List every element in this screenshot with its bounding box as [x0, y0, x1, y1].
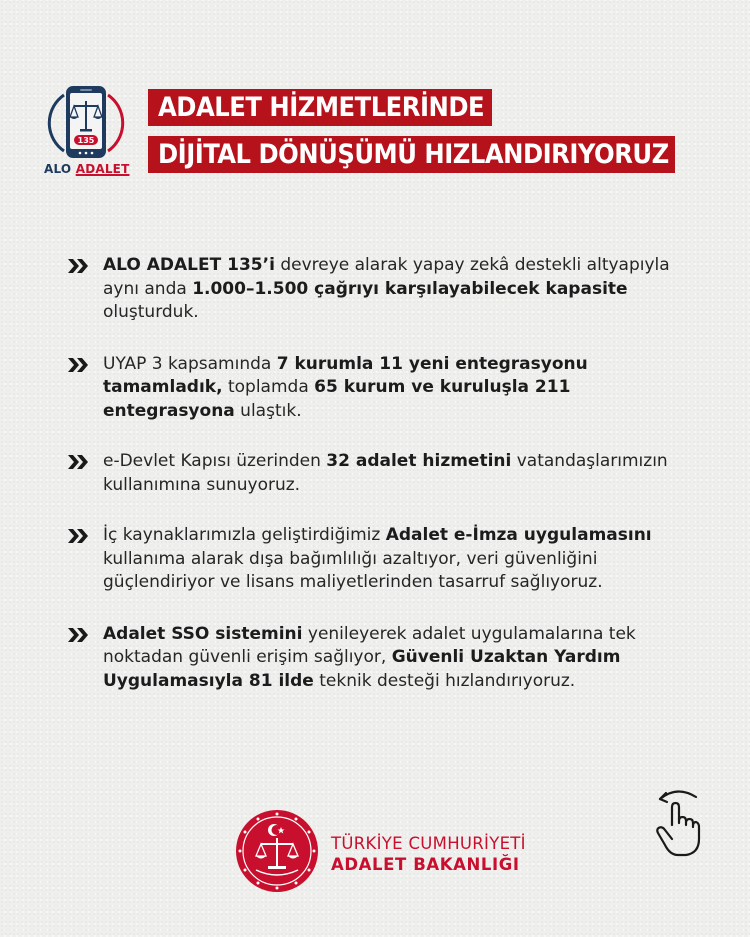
- bullet-text: toplamda: [222, 377, 315, 397]
- bullet-text-bold: ALO ADALET 135’i: [103, 255, 275, 275]
- bullet-text-bold: 32 adalet hizmetini: [326, 451, 512, 471]
- list-item: [66, 450, 686, 497]
- list-item: [66, 524, 686, 595]
- list-item: [66, 254, 686, 325]
- bullet-text-bold: 7 kurumla 11 yeni entegrasyonu tamamladık,: [103, 353, 588, 397]
- bullet-text: İç kaynaklarımızla geliştirdiğimiz: [103, 525, 386, 545]
- double-chevron-icon: [66, 258, 90, 274]
- bullet-text: devreye alarak yapay zekâ destekli altyapıyla aynı anda: [103, 255, 670, 299]
- list-item: [66, 353, 686, 424]
- bullet-text-bold: 65 kurum ve kuruluşla 211 entegrasyona: [103, 377, 571, 421]
- list-item: [66, 623, 686, 694]
- bullet-text: oluşturduk.: [103, 302, 199, 322]
- logo-number: 135: [77, 136, 95, 145]
- double-chevron-icon: [66, 627, 90, 643]
- phone-scales-icon: [44, 83, 128, 163]
- bullet-text-bold: 1.000–1.500 çağrıyı karşılayabilecek kapasite: [192, 278, 628, 299]
- bullet-list: [66, 254, 686, 693]
- bullet-text: yenileyerek adalet uygulamalarına tek noktadan güvenli erişim sağlıyor,: [103, 623, 636, 667]
- bullet-text-bold: Adalet e-İmza uygulamasını: [385, 525, 652, 545]
- double-chevron-icon: [66, 357, 90, 373]
- ministry-name: [331, 834, 526, 876]
- double-chevron-icon: [66, 454, 90, 470]
- ministry-line1: TÜRKİYE CUMHURİYETİ: [331, 834, 526, 853]
- alo-adalet-logo: [44, 83, 128, 179]
- bullet-text: e-Devlet Kapısı üzerinden: [103, 451, 327, 471]
- bullet-text-bold: Adalet SSO sistemini: [103, 623, 303, 644]
- bullet-text: kullanıma alarak dışa bağımlılığı azaltıyor, veri güvenliğini güçlendiriyor ve lisans maliyetlerinden tasarruf sağlıyoruz.: [103, 548, 603, 592]
- bullet-text: teknik desteği hızlandırıyoruz.: [313, 670, 576, 691]
- bullet-text: vatandaşlarımızın kullanımına sunuyoruz.: [103, 451, 668, 495]
- logo-text-adalet: ADALET: [75, 162, 130, 176]
- ministry-line2: ADALET BAKANLIĞI: [331, 855, 520, 874]
- logo-text-alo: ALO: [44, 162, 72, 176]
- double-chevron-icon: [66, 528, 90, 544]
- bullet-text: ulaştık.: [234, 400, 302, 421]
- page-title-line1: ADALET HİZMETLERİNDE: [148, 89, 492, 126]
- logo-wordmark: [44, 162, 128, 176]
- ministry-emblem-icon: [234, 808, 320, 894]
- swipe-hand-icon: [652, 783, 702, 859]
- page-title-line2: DİJİTAL DÖNÜŞÜMÜ HIZLANDIRIYORUZ: [148, 136, 675, 173]
- bullet-text-bold: Güvenli Uzaktan Yardım Uygulamasıyla 81 ilde: [103, 647, 621, 691]
- bullet-text: UYAP 3 kapsamında: [103, 353, 277, 374]
